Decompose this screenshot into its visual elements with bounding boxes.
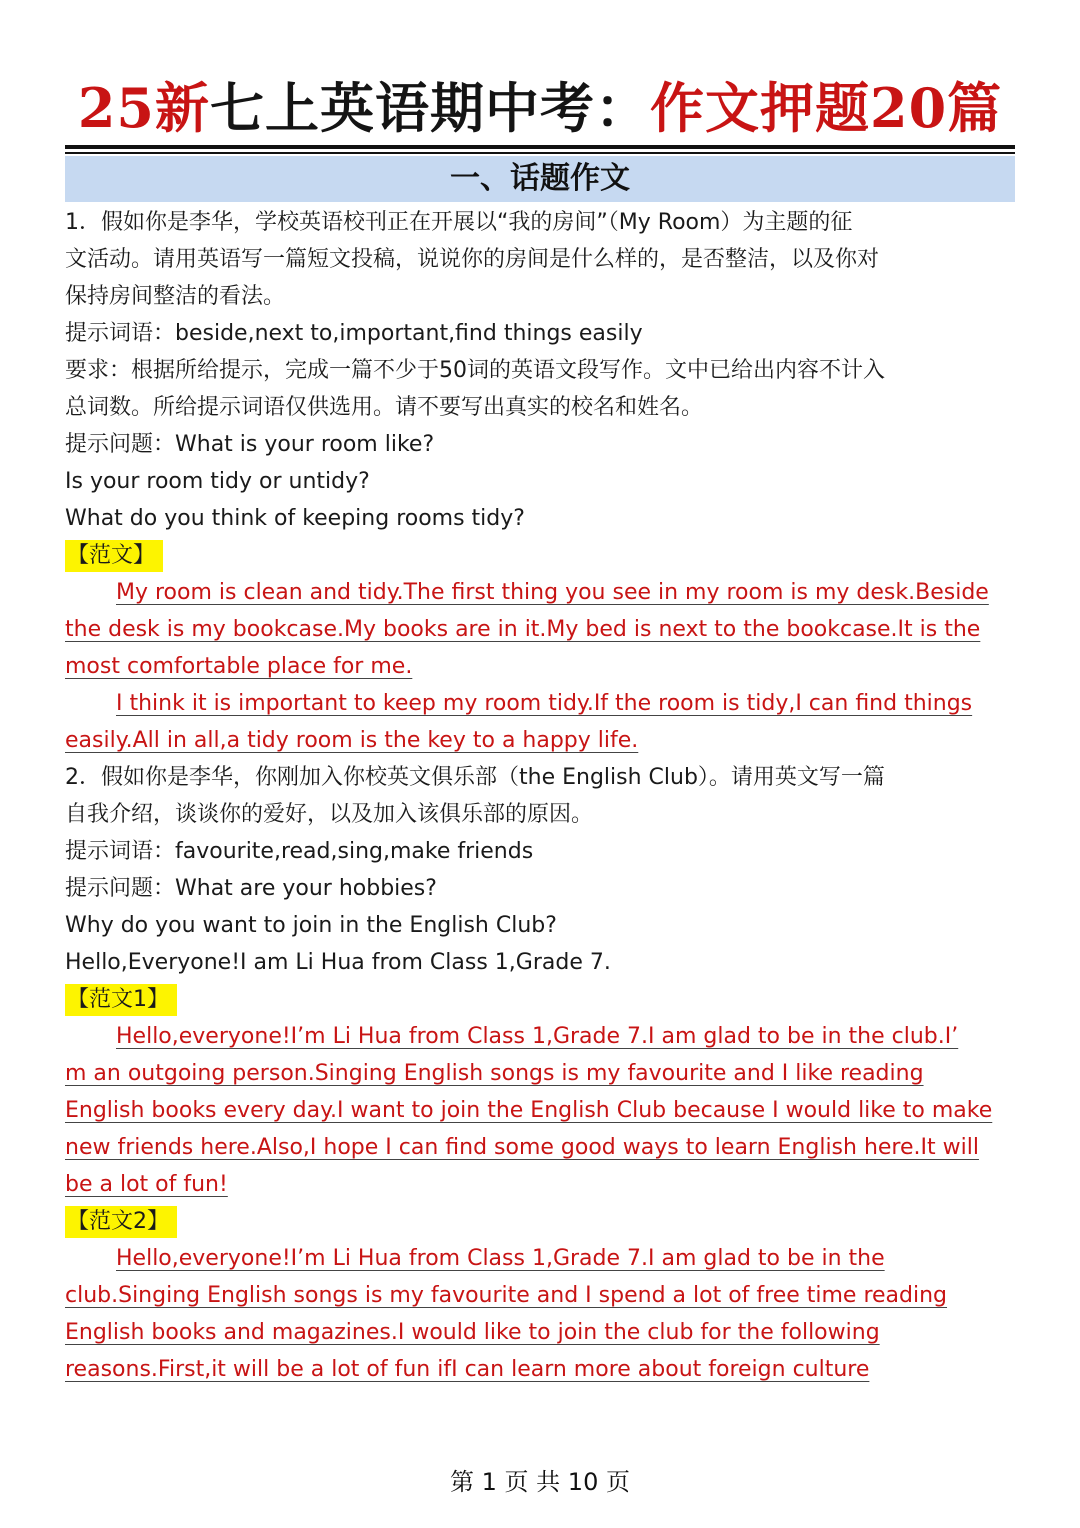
q1-hint-question: 提示问题：What is your room like? xyxy=(65,432,435,457)
q2-essay2-line: Hello,everyone!I’m Li Hua from Class 1,Grade 7.I am glad to be in the xyxy=(116,1246,885,1271)
q1-prompt-line: 文活动。请用英语写一篇短文投稿，说说你的房间是什么样的，是否整洁，以及你对 xyxy=(65,247,880,272)
q2-hint-question: 提示问题：What are your hobbies? xyxy=(65,876,437,901)
q2-hint-words: 提示词语：favourite,read,sing,make friends xyxy=(65,839,534,864)
q1-essay-line: the desk is my bookcase.My books are in it.My bed is next to the bookcase.It is the xyxy=(65,617,981,642)
q2-essay1-line: be a lot of fun! xyxy=(65,1172,228,1197)
document-title xyxy=(0,68,1080,148)
q2-essay1-line: m an outgoing person.Singing English songs is my favourite and I like reading xyxy=(65,1061,924,1086)
q2-essay2-line: English books and magazines.I would like to join the club for the following xyxy=(65,1320,880,1345)
q1-essay-line: most comfortable place for me. xyxy=(65,654,413,679)
q2-essay2-line: club.Singing English songs is my favourite and I spend a lot of free time reading xyxy=(65,1283,948,1308)
title-part2: 七上英语期中考： xyxy=(210,76,650,140)
q1-essay-line: I think it is important to keep my room tidy.If the room is tidy,I can find things xyxy=(116,691,973,716)
section-heading: 一、话题作文 xyxy=(65,156,1015,202)
q2-essay1-line: Hello,everyone!I’m Li Hua from Class 1,Grade 7.I am glad to be in the club.I’ xyxy=(116,1024,959,1049)
q2-sample2-tag-row xyxy=(65,1203,1015,1240)
q2-hint-question: Why do you want to join in the English Club? xyxy=(65,913,557,938)
q2-sample1-tag-row xyxy=(65,981,1015,1018)
q1-hint-words: 提示词语：beside,next to,important,find things easily xyxy=(65,321,643,346)
title-part1: 25新 xyxy=(77,76,210,140)
q1-essay-line: easily.All in all,a tidy room is the key to a happy life. xyxy=(65,728,639,753)
document-body xyxy=(65,204,1015,1388)
q1-sample-tag-row xyxy=(65,537,1015,574)
q2-given-start: Hello,Everyone!I am Li Hua from Class 1,Grade 7. xyxy=(65,950,611,975)
page-number: 第 1 页 共 10 页 xyxy=(450,1468,630,1496)
q1-prompt-line: 1．假如你是李华，学校英语校刊正在开展以“我的房间”（My Room）为主题的征 xyxy=(65,210,853,235)
q1-requirement-line: 总词数。所给提示词语仅供选用。请不要写出真实的校名和姓名。 xyxy=(65,395,704,420)
q2-essay1-line: English books every day.I want to join the English Club because I would like to make xyxy=(65,1098,993,1123)
q1-essay-line: My room is clean and tidy.The first thing you see in my room is my desk.Beside xyxy=(116,580,989,605)
q1-sample-tag: 【范文】 xyxy=(65,540,163,572)
q1-hint-question: What do you think of keeping rooms tidy? xyxy=(65,506,525,531)
q1-requirement-line: 要求：根据所给提示，完成一篇不少于50词的英语文段写作。文中已给出内容不计入 xyxy=(65,358,885,383)
q2-sample1-tag: 【范文1】 xyxy=(65,984,177,1016)
q2-sample2-tag: 【范文2】 xyxy=(65,1206,177,1238)
q2-essay2-line: reasons.First,it will be a lot of fun ifI can learn more about foreign culture xyxy=(65,1357,870,1382)
q2-essay1-line: new friends here.Also,I hope I can find some good ways to learn English here.It will xyxy=(65,1135,979,1160)
q1-prompt-line: 保持房间整洁的看法。 xyxy=(65,284,286,309)
title-rule-thin xyxy=(65,152,1015,154)
title-rule-thick xyxy=(65,145,1015,149)
q2-prompt-line: 自我介绍，谈谈你的爱好，以及加入该俱乐部的原因。 xyxy=(65,802,594,827)
q1-hint-question: Is your room tidy or untidy? xyxy=(65,469,370,494)
q2-prompt-line: 2．假如你是李华，你刚加入你校英文俱乐部（the English Club）。请用英文写一篇 xyxy=(65,765,885,790)
title-part3: 作文押题20篇 xyxy=(650,76,1003,140)
